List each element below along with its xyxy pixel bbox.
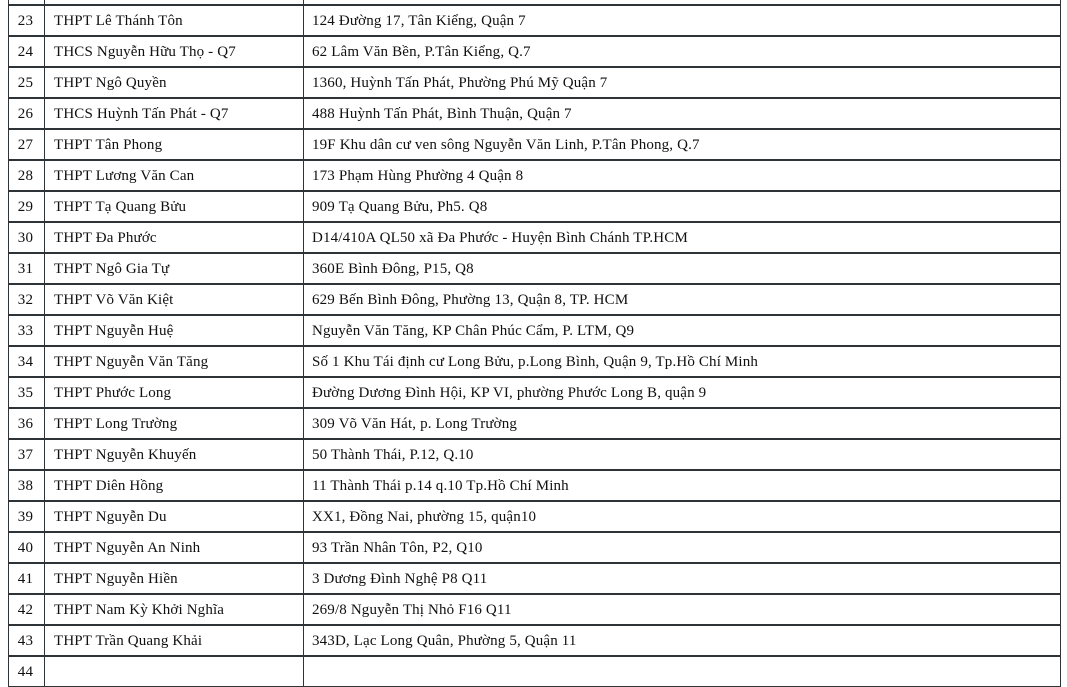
table-row[interactable]	[9, 36, 1061, 67]
row-index-cell: 43	[9, 625, 45, 656]
table-row[interactable]	[9, 222, 1061, 253]
school-name-cell: THPT Lương Văn Can	[45, 160, 304, 191]
row-index-cell: 40	[9, 532, 45, 563]
school-name-cell	[45, 656, 304, 687]
school-address-cell: D14/410A QL50 xã Đa Phước - Huyện Bình Chánh TP.HCM	[304, 222, 1061, 253]
table-row[interactable]	[9, 5, 1061, 36]
table-row[interactable]	[9, 284, 1061, 315]
school-address-cell: 343D, Lạc Long Quân, Phường 5, Quận 11	[304, 625, 1061, 656]
table-row[interactable]	[9, 594, 1061, 625]
row-index-cell: 34	[9, 346, 45, 377]
school-address-cell: 360E Bình Đông, P15, Q8	[304, 253, 1061, 284]
row-index-cell: 24	[9, 36, 45, 67]
school-address-cell: 629 Bến Bình Đông, Phường 13, Quận 8, TP. HCM	[304, 284, 1061, 315]
table-row[interactable]	[9, 408, 1061, 439]
table-row[interactable]	[9, 160, 1061, 191]
school-address-cell: 50 Thành Thái, P.12, Q.10	[304, 439, 1061, 470]
row-index-cell: 29	[9, 191, 45, 222]
school-address-cell: 3 Dương Đình Nghệ P8 Q11	[304, 563, 1061, 594]
school-address-cell: Nguyễn Văn Tăng, KP Chân Phúc Cẩm, P. LTM, Q9	[304, 315, 1061, 346]
table-row[interactable]	[9, 625, 1061, 656]
school-name-cell: THPT Nguyễn Văn Tăng	[45, 346, 304, 377]
table-row[interactable]	[9, 656, 1061, 687]
table-row[interactable]	[9, 191, 1061, 222]
school-name-cell: THPT Nguyễn Huệ	[45, 315, 304, 346]
table-row[interactable]	[9, 253, 1061, 284]
school-address-cell: 93 Trần Nhân Tôn, P2, Q10	[304, 532, 1061, 563]
school-name-cell: THPT Nguyễn An Ninh	[45, 532, 304, 563]
school-address-cell	[304, 656, 1061, 687]
school-name-cell: THPT Võ Văn Kiệt	[45, 284, 304, 315]
school-address-cell: Số 1 Khu Tái định cư Long Bửu, p.Long Bình, Quận 9, Tp.Hồ Chí Minh	[304, 346, 1061, 377]
school-address-cell: 488 Huỳnh Tấn Phát, Bình Thuận, Quận 7	[304, 98, 1061, 129]
school-address-cell: XX1, Đồng Nai, phường 15, quận10	[304, 501, 1061, 532]
row-index-cell: 37	[9, 439, 45, 470]
school-address-cell: 1360, Huỳnh Tấn Phát, Phường Phú Mỹ Quận 7	[304, 67, 1061, 98]
school-name-cell: THPT Diên Hồng	[45, 470, 304, 501]
row-index-cell: 25	[9, 67, 45, 98]
table-row[interactable]	[9, 377, 1061, 408]
row-index-cell: 35	[9, 377, 45, 408]
school-name-cell: THCS Nguyễn Hữu Thọ - Q7	[45, 36, 304, 67]
school-name-cell: THPT Nam Kỳ Khởi Nghĩa	[45, 594, 304, 625]
table-row[interactable]	[9, 563, 1061, 594]
table-row[interactable]	[9, 315, 1061, 346]
school-name-cell: THPT Long Trường	[45, 408, 304, 439]
row-index-cell: 41	[9, 563, 45, 594]
school-name-cell: THCS Huỳnh Tấn Phát - Q7	[45, 98, 304, 129]
row-index-cell: 31	[9, 253, 45, 284]
school-address-cell: 62 Lâm Văn Bền, P.Tân Kiểng, Q.7	[304, 36, 1061, 67]
school-address-cell: 909 Tạ Quang Bửu, Ph5. Q8	[304, 191, 1061, 222]
row-index-cell: 42	[9, 594, 45, 625]
school-name-cell: THPT Tạ Quang Bửu	[45, 191, 304, 222]
school-address-cell: 124 Đường 17, Tân Kiểng, Quận 7	[304, 5, 1061, 36]
school-address-cell: 173 Phạm Hùng Phường 4 Quận 8	[304, 160, 1061, 191]
row-index-cell: 39	[9, 501, 45, 532]
row-index-cell: 44	[9, 656, 45, 687]
table-row[interactable]	[9, 67, 1061, 98]
school-name-cell: THPT Ngô Gia Tự	[45, 253, 304, 284]
table-row[interactable]	[9, 470, 1061, 501]
school-address-cell: Đường Dương Đình Hội, KP VI, phường Phước Long B, quận 9	[304, 377, 1061, 408]
school-name-cell: THPT Nguyễn Khuyến	[45, 439, 304, 470]
school-list-table	[8, 0, 1061, 687]
row-index-cell: 30	[9, 222, 45, 253]
row-index-cell: 26	[9, 98, 45, 129]
table-row[interactable]	[9, 501, 1061, 532]
school-name-cell: THPT Nguyễn Du	[45, 501, 304, 532]
school-name-cell: THPT Đa Phước	[45, 222, 304, 253]
school-name-cell: THPT Trần Quang Khải	[45, 625, 304, 656]
table-row[interactable]	[9, 129, 1061, 160]
school-name-cell: THPT Lê Thánh Tôn	[45, 5, 304, 36]
row-index-cell: 27	[9, 129, 45, 160]
school-address-cell: 19F Khu dân cư ven sông Nguyễn Văn Linh, P.Tân Phong, Q.7	[304, 129, 1061, 160]
school-name-cell: THPT Nguyễn Hiền	[45, 563, 304, 594]
row-index-cell: 38	[9, 470, 45, 501]
row-index-cell: 32	[9, 284, 45, 315]
table-row[interactable]	[9, 98, 1061, 129]
school-name-cell: THPT Ngô Quyền	[45, 67, 304, 98]
school-name-cell: THPT Tân Phong	[45, 129, 304, 160]
school-address-cell: 309 Võ Văn Hát, p. Long Trường	[304, 408, 1061, 439]
table-row[interactable]	[9, 346, 1061, 377]
row-index-cell: 23	[9, 5, 45, 36]
table-body	[9, 0, 1061, 687]
table-row[interactable]	[9, 439, 1061, 470]
school-address-cell: 269/8 Nguyễn Thị Nhỏ F16 Q11	[304, 594, 1061, 625]
row-index-cell: 28	[9, 160, 45, 191]
table-row[interactable]	[9, 532, 1061, 563]
row-index-cell: 33	[9, 315, 45, 346]
school-name-cell: THPT Phước Long	[45, 377, 304, 408]
row-index-cell: 36	[9, 408, 45, 439]
school-address-cell: 11 Thành Thái p.14 q.10 Tp.Hồ Chí Minh	[304, 470, 1061, 501]
